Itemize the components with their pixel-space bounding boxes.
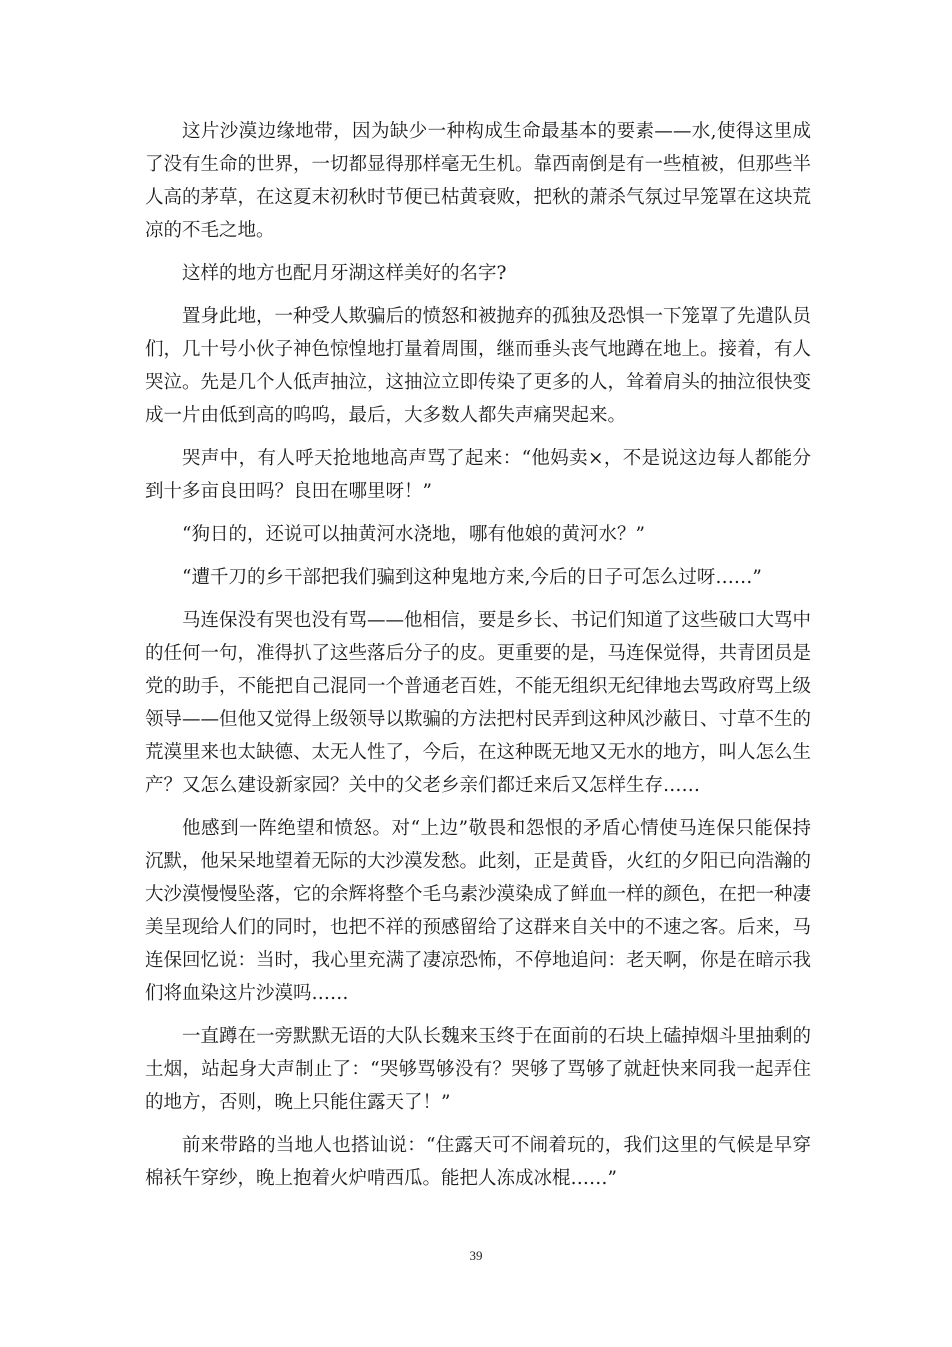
paragraph: “狗日的，还说可以抽黄河水浇地，哪有他娘的黄河水？” <box>182 524 645 545</box>
paragraph: 哭声中，有人呼天抢地地高声骂了起来：“他妈卖×，不是说这边每人都能分到十多亩良田吗？良田在哪里呀！” <box>145 448 811 502</box>
paragraph: 这样的地方也配月牙湖这样美好的名字? <box>182 263 507 284</box>
page-number: 39 <box>469 1248 483 1263</box>
paragraph: 一直蹲在一旁默默无语的大队长魏来玉终于在面前的石块上磕掉烟斗里抽剩的土烟，站起身大声制止了：“哭够骂够没有？哭够了骂够了就赶快来同我一起弄住的地方，否则，晚上只能住露天了！” <box>145 1026 812 1113</box>
paragraph: 这片沙漠边缘地带，因为缺少一种构成生命最基本的要素——水,使得这里成了没有生命的世界，一切都显得那样毫无生机。靠西南倒是有一些植被，但那些半人高的茅草，在这夏末初秋时节便已枯黄衰败，把秋的萧杀气氛过早笼罩在这块荒凉的不毛之地。 <box>145 121 812 241</box>
paragraph: 马连保没有哭也没有骂——他相信，要是乡长、书记们知道了这些破口大骂中的任何一句，准得扒了这些落后分子的皮。更重要的是，马连保觉得，共青团员是党的助手，不能把自己混同一个普通老百姓，不能无组织无纪律地去骂政府骂上级领导——但他又觉得上级领导以欺骗的方法把村民弄到这种风沙蔽日、寸草不生的荒漠里来也太缺德、太无人性了，今后，在这种既无地又无水的地方，叫人怎么生产？又怎么建设新家园？关中的父老乡亲们都迁来后又怎样生存…… <box>145 610 812 796</box>
body-text <box>145 115 811 1205</box>
paragraph: 前来带路的当地人也搭讪说：“住露天可不闹着玩的，我们这里的气候是早穿棉袄午穿纱，晚上抱着火炉啃西瓜。能把人冻成冰棍……” <box>145 1135 811 1189</box>
paragraph: “遭千刀的乡干部把我们骗到这种鬼地方来,今后的日子可怎么过呀……” <box>182 567 762 588</box>
paragraph: 置身此地，一种受人欺骗后的愤怒和被抛弃的孤独及恐惧一下笼罩了先遣队员们，几十号小伙子神色惊惶地打量着周围，继而垂头丧气地蹲在地上。接着，有人哭泣。先是几个人低声抽泣，这抽泣立即传染了更多的人，耸着肩头的抽泣很快变成一片由低到高的呜呜，最后，大多数人都失声痛哭起来。 <box>145 306 812 426</box>
paragraph: 他感到一阵绝望和愤怒。对“上边”敬畏和怨恨的矛盾心情使马连保只能保持沉默，他呆呆地望着无际的大沙漠发愁。此刻，正是黄昏，火红的夕阳已向浩瀚的大沙漠慢慢坠落，它的余辉将整个毛乌素沙漠染成了鲜血一样的颜色，在把一种凄美呈现给人们的同时，也把不祥的预感留给了这群来自关中的不速之客。后来，马连保回忆说：当时，我心里充满了凄凉恐怖，不停地追问：老天啊，你是在暗示我们将血染这片沙漠吗…… <box>145 818 812 1004</box>
